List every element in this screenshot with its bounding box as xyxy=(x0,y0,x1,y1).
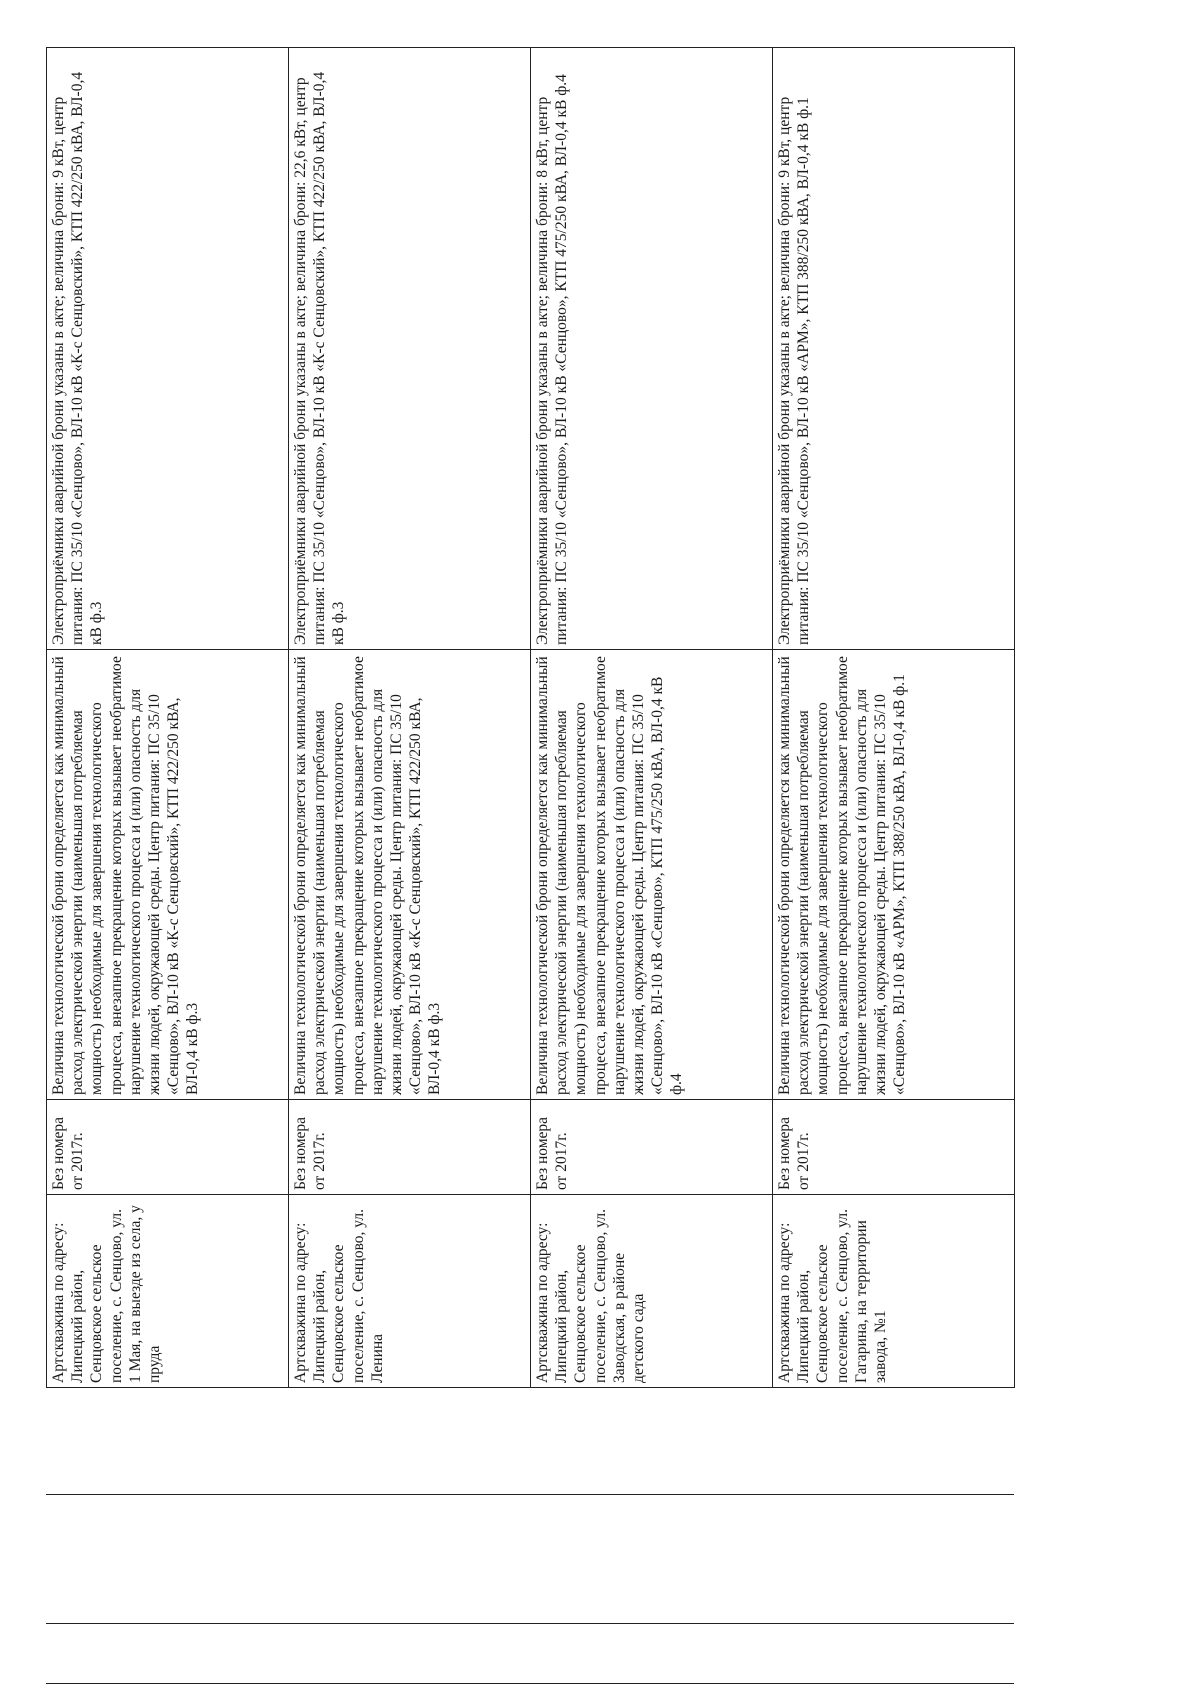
location-cell: Артскважина по адресу: Липецкий район, Сенцовское сельское поселение, с. Сенцово, ул. Заводская, в районе детского сада xyxy=(531,1195,773,1388)
rotated-table-wrapper xyxy=(46,48,1015,1388)
table-row xyxy=(773,48,1015,1388)
tech-reserve-cell: Величина технологической брони определяется как минимальный расход электрической энергии (наименьшая потребляемая мощность) необходимые для завершения технологического процесса, внезапное прекращение которых вызывает необратимое нарушение технологического процесса и (или) опасность для жизни людей, окружающей среды. Центр питания: ПС 35/10 «Сенцово», ВЛ-10 кВ «К-с Сенцовский», КТП 422/250 кВА, ВЛ-0,4 кВ ф.3 xyxy=(47,650,289,1100)
location-cell: Артскважина по адресу: Липецкий район, Сенцовское сельское поселение, с. Сенцово, ул. Гагарина, на территории завода, №1 xyxy=(773,1195,1015,1388)
horizontal-rule xyxy=(46,1683,1014,1684)
emergency-reserve-cell: Электроприёмники аварийной брони указаны в акте; величина брони: 9 кВт, центр питания: ПС 35/10 «Сенцово», ВЛ-10 кВ «К-с Сенцовский», КТП 422/250 кВА, ВЛ-0,4 кВ ф.3 xyxy=(47,48,289,650)
document-cell: Без номера от 2017г. xyxy=(289,1100,531,1195)
document-cell: Без номера от 2017г. xyxy=(531,1100,773,1195)
emergency-reserve-cell: Электроприёмники аварийной брони указаны в акте; величина брони: 22,6 кВт, центр питания: ПС 35/10 «Сенцово», ВЛ-10 кВ «К-с Сенцовский», КТП 422/250 кВА, ВЛ-0,4 кВ ф.3 xyxy=(289,48,531,650)
tech-reserve-cell: Величина технологической брони определяется как минимальный расход электрической энергии (наименьшая потребляемая мощность) необходимые для завершения технологического процесса, внезапное прекращение которых вызывает необратимое нарушение технологического процесса и (или) опасность для жизни людей, окружающей среды. Центр питания: ПС 35/10 «Сенцово», ВЛ-10 кВ «АРМ», КТП 388/250 кВА, ВЛ-0,4 кВ ф.1 xyxy=(773,650,1015,1100)
location-cell: Артскважина по адресу: Липецкий район, Сенцовское сельское поселение, с. Сенцово, ул. 1 Мая, на выезде из села, у пруда xyxy=(47,1195,289,1388)
emergency-reserve-cell: Электроприёмники аварийной брони указаны в акте; величина брони: 9 кВт, центр питания: ПС 35/10 «Сенцово», ВЛ-10 кВ «АРМ», КТП 388/250 кВА, ВЛ-0,4 кВ ф.1 xyxy=(773,48,1015,650)
reserve-table xyxy=(46,47,1015,1388)
tech-reserve-cell: Величина технологической брони определяется как минимальный расход электрической энергии (наименьшая потребляемая мощность) необходимые для завершения технологического процесса, внезапное прекращение которых вызывает необратимое нарушение технологического процесса и (или) опасность для жизни людей, окружающей среды. Центр питания: ПС 35/10 «Сенцово», ВЛ-10 кВ «К-с Сенцовский», КТП 422/250 кВА, ВЛ-0,4 кВ ф.3 xyxy=(289,650,531,1100)
table-row xyxy=(47,48,289,1388)
horizontal-rule xyxy=(46,1494,1014,1495)
emergency-reserve-cell: Электроприёмники аварийной брони указаны в акте; величина брони: 8 кВт, центр питания: ПС 35/10 «Сенцово», ВЛ-10 кВ «Сенцово», КТП 475/250 кВА, ВЛ-0,4 кВ ф.4 xyxy=(531,48,773,650)
horizontal-rule xyxy=(46,1623,1014,1624)
tech-reserve-cell: Величина технологической брони определяется как минимальный расход электрической энергии (наименьшая потребляемая мощность) необходимые для завершения технологического процесса, внезапное прекращение которых вызывает необратимое нарушение технологического процесса и (или) опасность для жизни людей, окружающей среды. Центр питания: ПС 35/10 «Сенцово», ВЛ-10 кВ «Сенцово», КТП 475/250 кВА, ВЛ-0,4 кВ ф.4 xyxy=(531,650,773,1100)
document-cell: Без номера от 2017г. xyxy=(47,1100,289,1195)
location-cell: Артскважина по адресу: Липецкий район, Сенцовское сельское поселение, с. Сенцово, ул. Ленина xyxy=(289,1195,531,1388)
table-row xyxy=(531,48,773,1388)
document-cell: Без номера от 2017г. xyxy=(773,1100,1015,1195)
table-row xyxy=(289,48,531,1388)
